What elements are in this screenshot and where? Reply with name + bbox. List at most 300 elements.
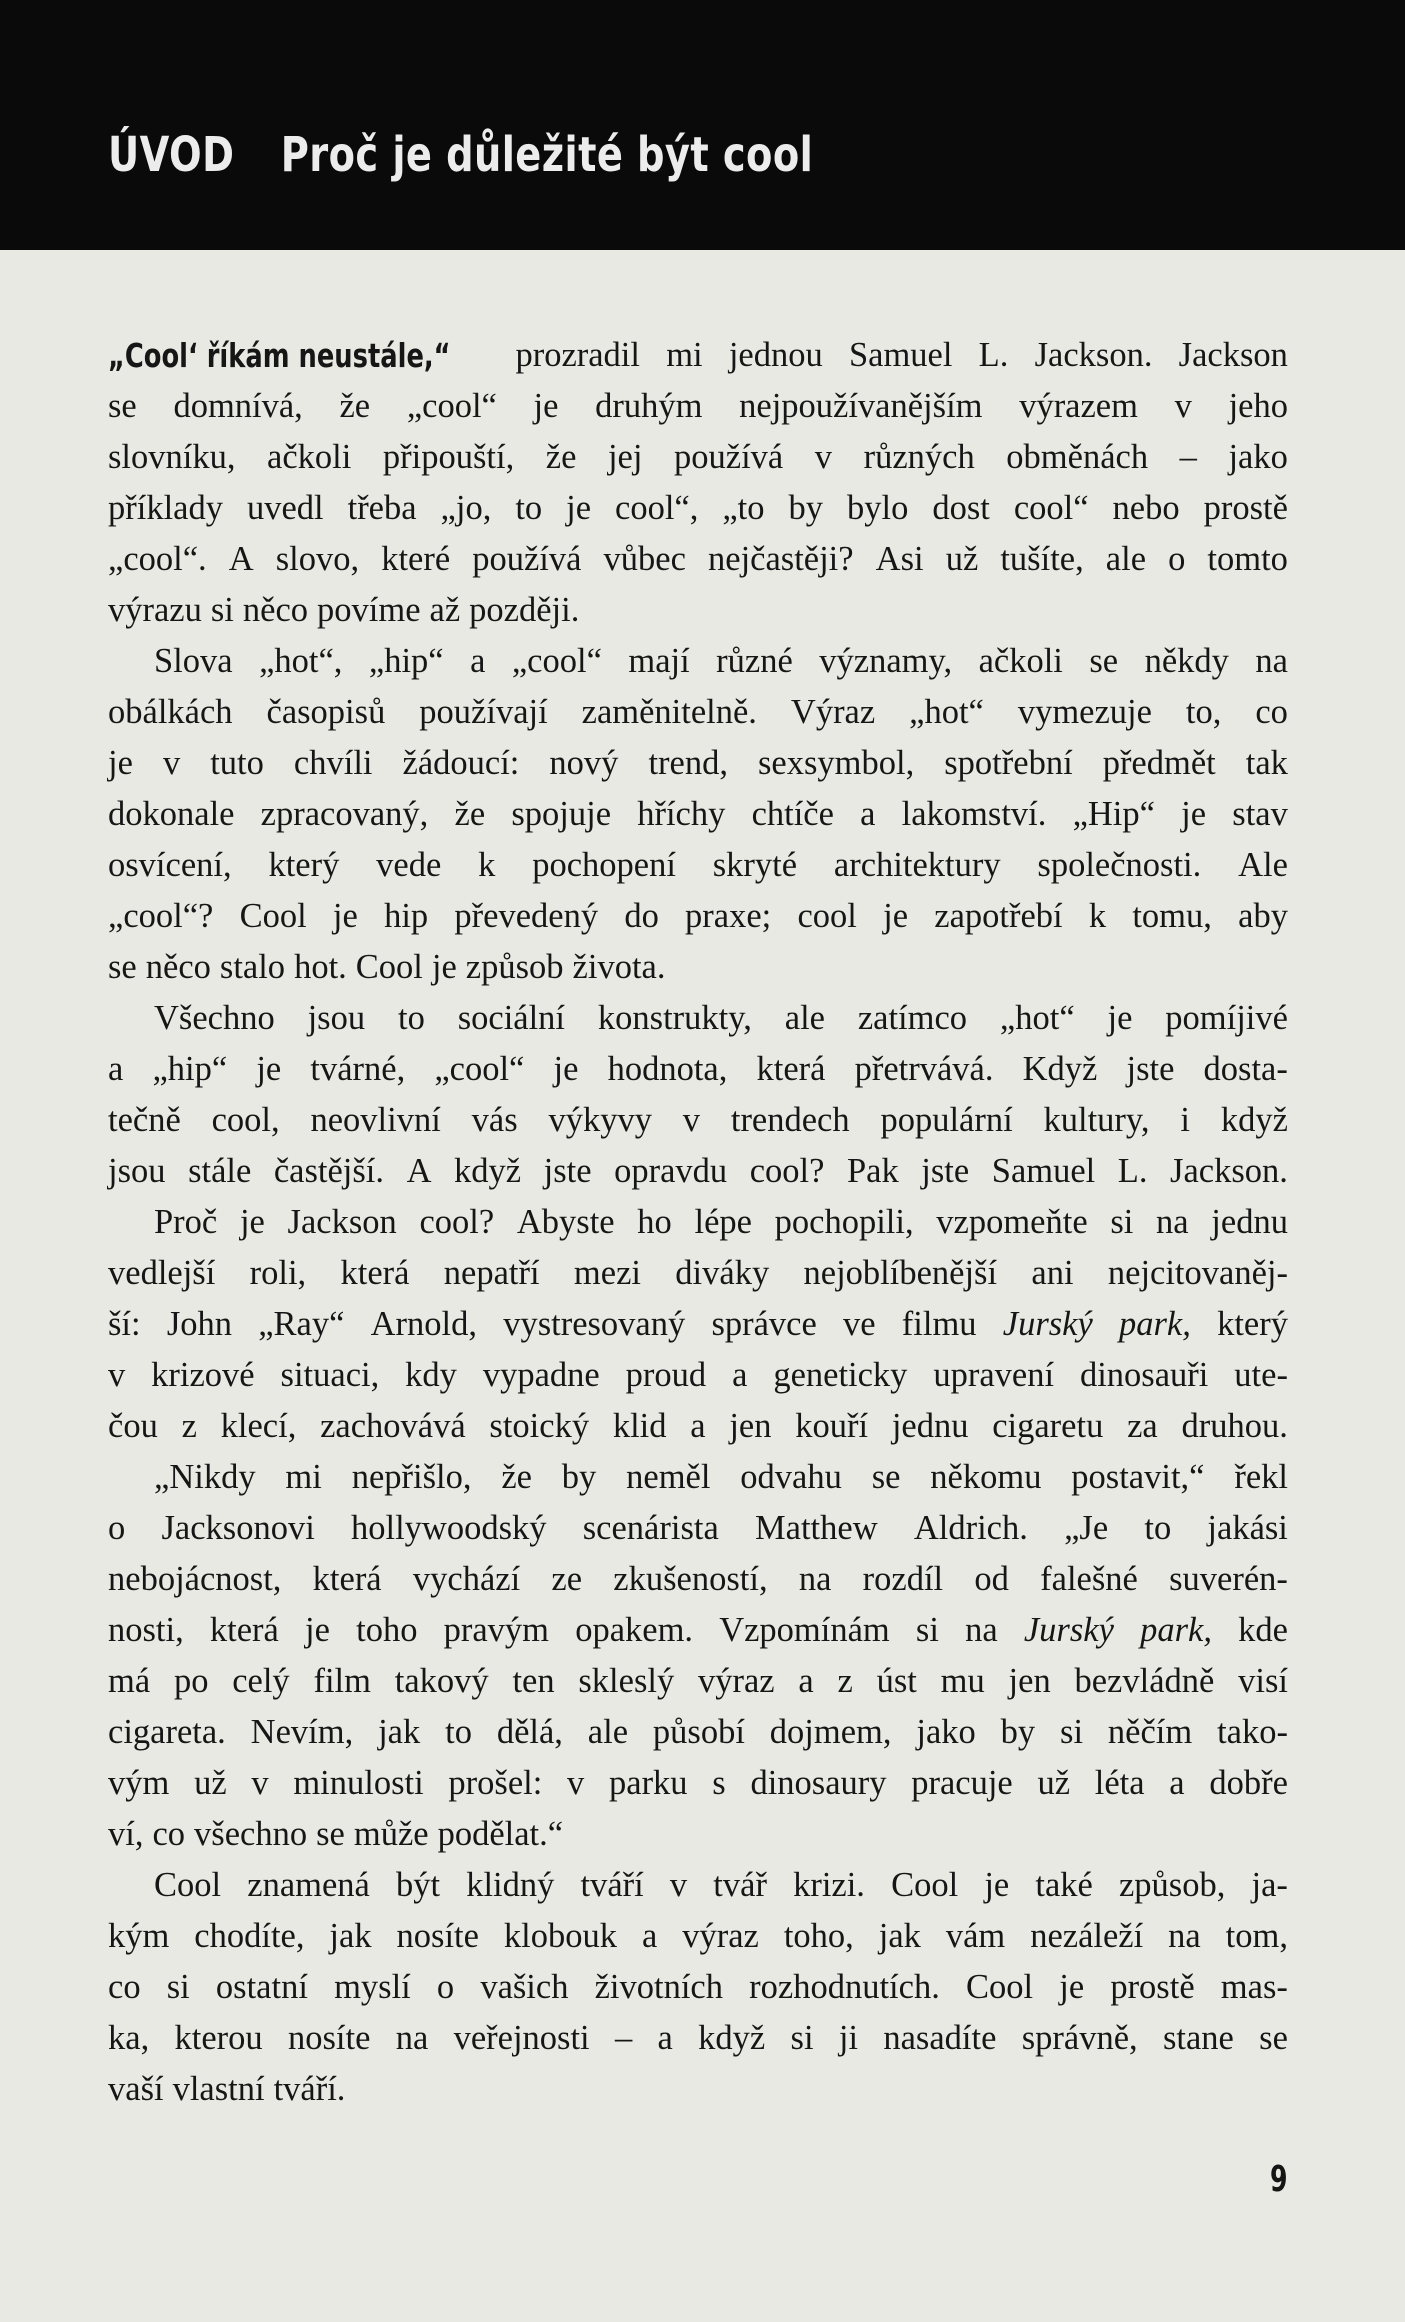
- word: dělá,: [496, 1713, 563, 1751]
- word: domnívá,: [173, 387, 303, 425]
- word: stále: [188, 1152, 252, 1190]
- word: Cool: [154, 1866, 222, 1904]
- word: Jackson.: [1170, 1152, 1288, 1190]
- word: může: [353, 1815, 429, 1853]
- word: jak: [378, 1713, 421, 1751]
- text-line: [108, 1401, 1288, 1452]
- word: Všechno: [154, 999, 275, 1037]
- word: kouří: [795, 1407, 869, 1445]
- word: nebo: [1112, 489, 1180, 527]
- word: se: [1089, 642, 1119, 680]
- word: přetrvává.: [854, 1050, 994, 1088]
- text-line: [108, 687, 1288, 738]
- word: to: [445, 1713, 472, 1751]
- word: situaci,: [280, 1356, 380, 1394]
- word: které: [381, 540, 451, 578]
- word: uvedl: [246, 489, 324, 527]
- word: prošel:: [448, 1764, 543, 1802]
- word: vám: [945, 1917, 1006, 1955]
- italic-word: park,: [1140, 1611, 1212, 1649]
- word: že: [501, 1458, 532, 1496]
- word: na: [965, 1611, 998, 1649]
- word: působí: [652, 1713, 745, 1751]
- word: že: [545, 438, 577, 476]
- word: Když: [1022, 1050, 1098, 1088]
- word: ho: [637, 1203, 672, 1241]
- word: „Nikdy: [154, 1458, 256, 1496]
- word: prozradil: [515, 336, 640, 374]
- italic-word: Jurský: [1023, 1611, 1114, 1649]
- word: Cool: [965, 1968, 1034, 2006]
- word: má: [108, 1662, 151, 1700]
- text-line: [108, 534, 1288, 585]
- word: dojmem,: [769, 1713, 892, 1751]
- word: dost: [932, 489, 990, 527]
- word: už: [194, 1764, 227, 1802]
- word: cool?: [749, 1152, 825, 1190]
- word: se: [108, 948, 137, 986]
- word: druhou.: [1181, 1407, 1288, 1445]
- word: klid: [612, 1407, 667, 1445]
- word: parku: [609, 1764, 688, 1802]
- text-line: [108, 1809, 1288, 1860]
- word: se: [108, 387, 137, 425]
- word: v: [814, 438, 833, 476]
- word: na: [798, 1560, 832, 1598]
- word: scenárista: [582, 1509, 719, 1547]
- word: pochopení: [532, 846, 676, 884]
- word: rozdíl: [862, 1560, 944, 1598]
- word: nepřišlo,: [351, 1458, 472, 1496]
- word: která: [312, 1560, 382, 1598]
- word: a: [732, 1356, 748, 1394]
- word: s: [712, 1764, 726, 1802]
- word: chodíte,: [194, 1917, 305, 1955]
- word: správně,: [1021, 2019, 1138, 2057]
- word: je: [566, 489, 592, 527]
- word: za: [1127, 1407, 1158, 1445]
- word: ší:: [108, 1305, 141, 1343]
- word: co: [108, 1968, 141, 2006]
- word: Jackson.: [1034, 336, 1153, 374]
- word: nejpoužívanějším: [739, 387, 983, 425]
- word: dobře: [1209, 1764, 1288, 1802]
- word: si: [1060, 1713, 1084, 1751]
- word: je: [883, 897, 909, 935]
- word: že: [454, 795, 486, 833]
- word: v: [682, 1101, 701, 1139]
- word: krizi.: [793, 1866, 865, 1904]
- word: dosta-: [1203, 1050, 1288, 1088]
- word: zkušeností,: [613, 1560, 768, 1598]
- word: nebojácnost,: [108, 1560, 282, 1598]
- word: Ale: [1238, 846, 1288, 884]
- word: klecí,: [220, 1407, 297, 1445]
- word: Proč: [154, 1203, 218, 1241]
- word: ani: [1031, 1254, 1074, 1292]
- word: nejčastěji?: [708, 540, 854, 578]
- word: konstrukty,: [597, 999, 752, 1037]
- word: vás: [471, 1101, 518, 1139]
- word: si: [1110, 1203, 1134, 1241]
- word: by: [788, 489, 823, 527]
- text-line: [108, 483, 1288, 534]
- word: ten: [512, 1662, 555, 1700]
- word: trendech: [730, 1101, 850, 1139]
- word: upravení: [933, 1356, 1055, 1394]
- word: kterou: [174, 2019, 263, 2057]
- word: řekl: [1234, 1458, 1288, 1496]
- word: ze: [551, 1560, 583, 1598]
- word: jej: [607, 438, 643, 476]
- word: obálkách: [108, 693, 233, 731]
- word: tušíte,: [1000, 540, 1084, 578]
- word: Jackson: [287, 1203, 397, 1241]
- word: minulosti: [293, 1764, 424, 1802]
- word: bylo: [846, 489, 909, 527]
- word: stav: [1232, 795, 1288, 833]
- word: už: [1037, 1764, 1071, 1802]
- word: života.: [572, 948, 666, 986]
- word: je: [553, 1050, 579, 1088]
- word: do: [624, 897, 659, 935]
- word: pravým: [443, 1611, 550, 1649]
- word: jen: [729, 1407, 772, 1445]
- word: nezáleží: [1030, 1917, 1144, 1955]
- word: po: [173, 1662, 209, 1700]
- word: L.: [978, 336, 1009, 374]
- text-line: [108, 1554, 1288, 1605]
- word: něco: [145, 948, 211, 986]
- word: znamená: [247, 1866, 370, 1904]
- word: vašich: [480, 1968, 569, 2006]
- text-line: [108, 942, 1288, 993]
- word: různé: [716, 642, 793, 680]
- word: postavit,“: [1071, 1458, 1205, 1496]
- word: je: [1107, 999, 1133, 1037]
- text-line: [108, 1197, 1288, 1248]
- word: toho,: [783, 1917, 854, 1955]
- word: rozhodnutích.: [749, 1968, 940, 2006]
- word: nepatří: [443, 1254, 540, 1292]
- word: kým: [108, 1917, 170, 1955]
- word: pochopili,: [774, 1203, 914, 1241]
- word: ute-: [1234, 1356, 1288, 1394]
- word: výraz: [682, 1917, 759, 1955]
- word: „Je: [1064, 1509, 1109, 1547]
- word: výraz: [698, 1662, 775, 1700]
- word: podělat.“: [437, 1815, 564, 1853]
- word: o: [108, 1509, 126, 1547]
- word: odvahu: [740, 1458, 842, 1496]
- word: v: [108, 1356, 126, 1394]
- word: druhým: [595, 387, 703, 425]
- word: tvárné,: [310, 1050, 406, 1088]
- word: jak: [878, 1917, 921, 1955]
- word: něčím: [1107, 1713, 1193, 1751]
- word: Asi: [875, 540, 924, 578]
- word: si: [915, 1611, 939, 1649]
- word: a: [860, 795, 876, 833]
- word: populární: [880, 1101, 1013, 1139]
- word: že: [339, 387, 371, 425]
- text-line: [108, 891, 1288, 942]
- word: kdy: [405, 1356, 457, 1394]
- word: vůbec: [603, 540, 686, 578]
- word: a: [641, 1917, 658, 1955]
- word: ačkoli: [978, 642, 1063, 680]
- word: hot.: [294, 948, 347, 986]
- word: veřejnosti: [453, 2019, 590, 2057]
- text-line: [108, 738, 1288, 789]
- word: také: [1035, 1866, 1093, 1904]
- word: film: [313, 1662, 371, 1700]
- word: cool“: [1013, 489, 1089, 527]
- word: „cool“: [511, 642, 602, 680]
- word: Samuel: [991, 1152, 1096, 1190]
- word: sociální: [457, 999, 566, 1037]
- word: který: [1217, 1305, 1288, 1343]
- word: jeho: [1228, 387, 1288, 425]
- word: Samuel: [848, 336, 953, 374]
- word: je: [108, 744, 133, 782]
- word: jen: [1008, 1662, 1051, 1700]
- word: různých: [863, 438, 975, 476]
- word: Arnold,: [370, 1305, 477, 1343]
- word: slovo,: [275, 540, 360, 578]
- word: hodnota,: [607, 1050, 728, 1088]
- word: už: [945, 540, 979, 578]
- word: být: [395, 1866, 441, 1904]
- text-line: [108, 789, 1288, 840]
- word: co: [1255, 693, 1288, 731]
- text-line: [108, 1860, 1288, 1911]
- text-line: [108, 1911, 1288, 1962]
- word: ka,: [108, 2019, 150, 2057]
- word: proud: [625, 1356, 707, 1394]
- text-line: [108, 1656, 1288, 1707]
- text-line: [108, 1044, 1288, 1095]
- text-line: [108, 1962, 1288, 2013]
- word: hříchy: [637, 795, 726, 833]
- word: aby: [1238, 897, 1288, 935]
- word: lépe: [694, 1203, 752, 1241]
- word: stane: [1162, 2019, 1234, 2057]
- word: to: [397, 999, 425, 1037]
- word: to: [1144, 1509, 1172, 1547]
- word: mu: [940, 1662, 985, 1700]
- chapter-title: Proč je důležité být cool: [280, 127, 814, 183]
- word: je: [1059, 1968, 1085, 2006]
- word: hollywoodský: [351, 1509, 547, 1547]
- word: na: [395, 2019, 429, 2057]
- word: časopisů: [266, 693, 386, 731]
- word: je: [256, 1050, 282, 1088]
- word: a: [1169, 1764, 1185, 1802]
- word: „hot“: [999, 999, 1075, 1037]
- word: je: [1181, 795, 1207, 833]
- word: převedený: [454, 897, 599, 935]
- section-label: ÚVOD: [108, 127, 235, 183]
- word: chvíli: [293, 744, 373, 782]
- word: ale: [784, 999, 825, 1037]
- word: výkyvy: [548, 1101, 652, 1139]
- word: „hip“: [368, 642, 444, 680]
- word: připouští,: [382, 438, 515, 476]
- word: vymezuje: [1017, 693, 1152, 731]
- word: chtíče: [751, 795, 834, 833]
- word: cool?: [419, 1203, 495, 1241]
- word: v: [162, 744, 181, 782]
- word: a: [657, 2019, 673, 2057]
- text-line: [108, 840, 1288, 891]
- word: vedlejší: [108, 1254, 216, 1292]
- lead-in-quote: „Cool‘ říkám neustále,“: [108, 336, 451, 375]
- word: prostě: [1110, 1968, 1195, 2006]
- word: myslí: [334, 1968, 411, 2006]
- word: krizové: [151, 1356, 255, 1394]
- word: jednou: [728, 336, 823, 374]
- word: a: [470, 642, 486, 680]
- word: stoický: [489, 1407, 590, 1445]
- word: vede: [376, 846, 442, 884]
- word: až: [429, 591, 461, 629]
- word: Aldrich.: [913, 1509, 1028, 1547]
- word: slovníku,: [108, 438, 236, 476]
- word: Jacksonovi: [161, 1509, 315, 1547]
- word: „cool“: [434, 1050, 525, 1088]
- word: používají: [419, 693, 548, 731]
- word: výrazu: [108, 591, 202, 629]
- word: –: [614, 2019, 633, 2057]
- word: „cool“?: [108, 897, 214, 935]
- word: nový: [549, 744, 619, 782]
- word: Vzpomínám: [719, 1611, 890, 1649]
- word: něco: [242, 591, 309, 629]
- word: bezvládně: [1074, 1662, 1215, 1700]
- word: a: [108, 1050, 124, 1088]
- word: se: [871, 1458, 901, 1496]
- word: –: [1179, 438, 1197, 476]
- text-line: [108, 1503, 1288, 1554]
- word: zpracovaný,: [260, 795, 429, 833]
- word: si: [166, 1968, 190, 2006]
- text-line: [108, 2013, 1288, 2064]
- word: je: [533, 387, 559, 425]
- word: Cool: [355, 948, 423, 986]
- word: ve: [843, 1305, 876, 1343]
- word: tuto: [210, 744, 264, 782]
- word: cool“,: [615, 489, 699, 527]
- word: na: [1168, 1917, 1201, 1955]
- word: k: [478, 846, 496, 884]
- word: klobouk: [503, 1917, 617, 1955]
- word: opravdu: [614, 1152, 728, 1190]
- word: dokonale: [108, 795, 235, 833]
- word: v: [669, 1866, 688, 1904]
- word: „cool“.: [108, 540, 207, 578]
- word: Abyste: [516, 1203, 615, 1241]
- word: někomu: [930, 1458, 1042, 1496]
- word: třeba: [347, 489, 417, 527]
- word: a: [798, 1662, 814, 1700]
- word: jednu: [1211, 1203, 1288, 1241]
- word: v: [1174, 387, 1192, 425]
- word: někdy: [1144, 642, 1229, 680]
- word: jako: [916, 1713, 976, 1751]
- word: tváří.: [273, 2070, 346, 2108]
- word: by: [1000, 1713, 1036, 1751]
- text-line: [108, 1299, 1288, 1350]
- word: dinosaury: [750, 1764, 887, 1802]
- word: je: [305, 1611, 330, 1649]
- word: nosíte: [396, 1917, 479, 1955]
- word: jednu: [891, 1407, 969, 1445]
- word: „Hip“: [1072, 795, 1155, 833]
- word: pracuje: [911, 1764, 1013, 1802]
- word: Slova: [154, 642, 233, 680]
- word: vypadne: [482, 1356, 600, 1394]
- word: pomíjivé: [1165, 999, 1288, 1037]
- word: „hot“: [909, 693, 984, 731]
- word: klidný: [466, 1866, 555, 1904]
- word: jakási: [1207, 1509, 1288, 1547]
- word: John: [166, 1305, 232, 1343]
- italic-word: park,: [1119, 1305, 1191, 1343]
- word: která: [756, 1050, 826, 1088]
- word: „cool“: [406, 387, 497, 425]
- word: mas-: [1220, 1968, 1288, 2006]
- word: stalo: [219, 948, 286, 986]
- word: mi: [285, 1458, 322, 1496]
- text-line: [108, 993, 1288, 1044]
- word: hip: [384, 897, 429, 935]
- word: tvář: [713, 1866, 767, 1904]
- word: mi: [666, 336, 703, 374]
- word: k: [1088, 897, 1107, 935]
- word: tako-: [1217, 1713, 1288, 1751]
- word: předmět: [1102, 744, 1216, 782]
- word: „hip“: [152, 1050, 228, 1088]
- word: vaší: [108, 2070, 164, 2108]
- word: kde: [1238, 1611, 1288, 1649]
- word: který: [268, 846, 340, 884]
- word: nejoblíbenější: [803, 1254, 998, 1292]
- word: jsou: [108, 1152, 166, 1190]
- word: Cool: [891, 1866, 959, 1904]
- word: jste: [543, 1152, 592, 1190]
- word: v: [567, 1764, 585, 1802]
- word: si: [790, 2019, 814, 2057]
- word: ačkoli: [267, 438, 352, 476]
- word: to,: [1185, 693, 1222, 731]
- chapter-header: [108, 120, 813, 190]
- word: používá: [674, 438, 784, 476]
- word: používá: [472, 540, 582, 578]
- word: se: [1259, 2019, 1288, 2057]
- word: Nevím,: [250, 1713, 354, 1751]
- word: filmu: [901, 1305, 977, 1343]
- word: „to: [722, 489, 765, 527]
- text-line: [108, 1095, 1288, 1146]
- word: je: [431, 948, 457, 986]
- text-line: [108, 432, 1288, 483]
- word: ja-: [1251, 1866, 1288, 1904]
- word: by: [561, 1458, 597, 1496]
- word: když: [1220, 1101, 1288, 1139]
- word: neměl: [626, 1458, 711, 1496]
- text-line: [108, 1248, 1288, 1299]
